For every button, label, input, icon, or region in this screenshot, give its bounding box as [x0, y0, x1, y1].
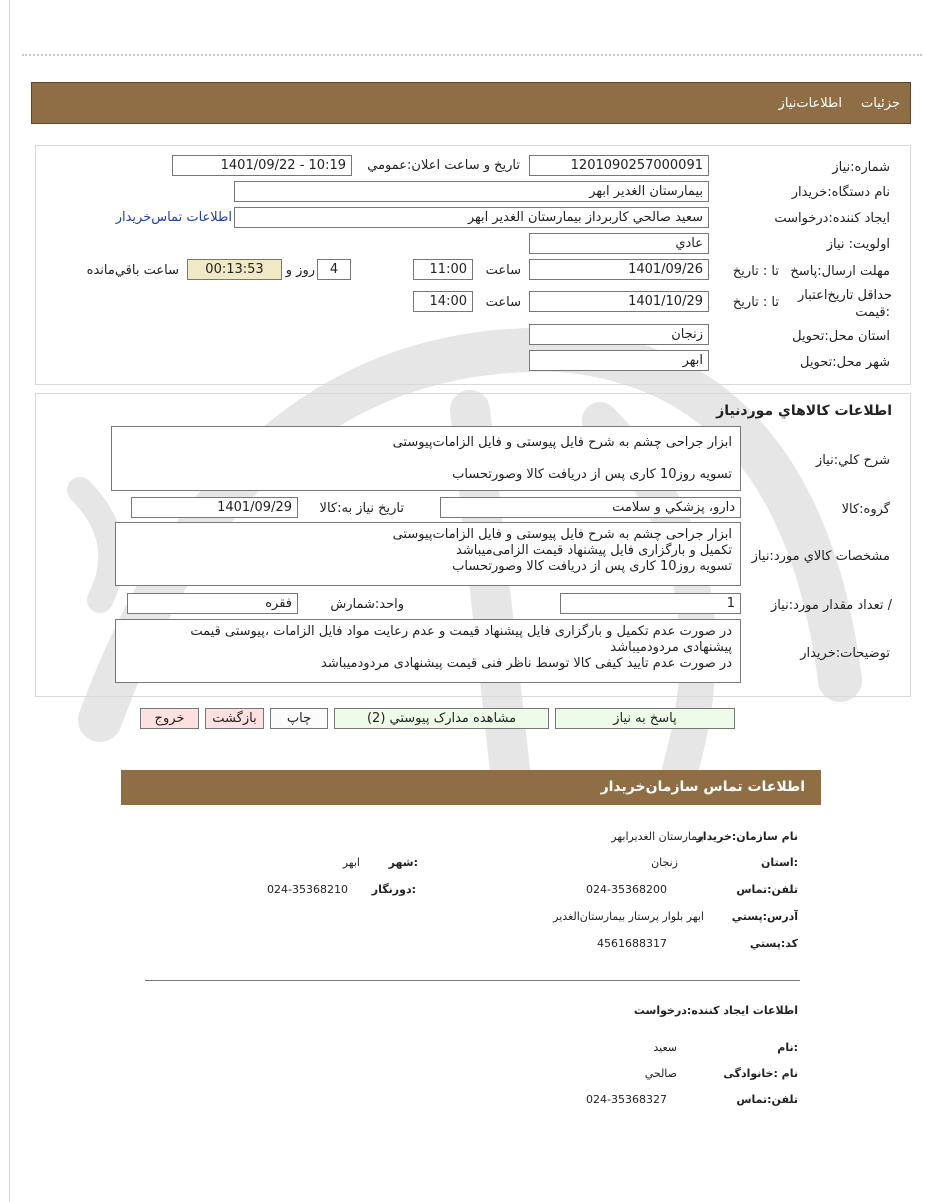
remaining-time-field: 00:13:53	[187, 259, 282, 280]
need-date-field: 1401/09/29	[131, 497, 298, 518]
deadline-time-label: ساعت	[485, 263, 521, 278]
contact-phone-label: تلفن:تماس	[736, 883, 798, 896]
creator-phone-value: 024-35368327	[586, 1093, 667, 1106]
priority-label: اولويت: نياز	[826, 237, 890, 252]
contact-fax-value: 024-35368210	[267, 883, 348, 896]
contact-city-value: ابهر	[342, 856, 360, 869]
need-number-label: شماره:نياز	[832, 160, 890, 175]
breadcrumb-need-info[interactable]: اطلاعات‌نياز	[778, 96, 842, 111]
buyer-notes-line-1: در صورت عدم تکمیل و بارگزاری فایل پیشنهاد قیمت و عدم رعایت مواد فایل الزامات ،پیوستی قیمت	[190, 624, 732, 639]
need-number-field: 1201090257000091	[529, 155, 709, 176]
validity-date-field: 1401/10/29	[529, 291, 709, 312]
general-desc-line-1: ابزار جراحی چشم به شرح فایل پیوستی و فایل الزامات‌پیوستی	[392, 435, 732, 450]
buyer-contact-link[interactable]: اطلاعات تماس‌خريدار	[115, 210, 232, 225]
postal-code-value: 4561688317	[597, 937, 667, 950]
deadline-label: مهلت ارسال:پاسخ	[790, 264, 890, 279]
days-label: روز و	[285, 263, 315, 278]
top-dotted-divider	[22, 54, 922, 56]
announce-date-label: تاريخ و ساعت اعلان:عمومي	[367, 158, 520, 173]
view-attachments-button[interactable]: مشاهده مدارک پيوستي (2)	[334, 708, 549, 729]
delivery-province-label: استان محل:تحويل	[792, 329, 890, 344]
deadline-date-field: 1401/09/26	[529, 259, 709, 280]
general-desc-line-2: تسویه روز10 کاری پس از دریافت کالا وصورتحساب	[452, 467, 732, 482]
page-header-bar	[31, 82, 911, 124]
goods-spec-label: مشخصات کالاي مورد:نياز	[751, 549, 890, 564]
exit-button[interactable]: خروج	[140, 708, 199, 729]
creator-label: ايجاد کننده:درخواست	[774, 211, 890, 226]
postal-address-label: آدرس:پستي	[731, 910, 798, 923]
buyer-notes-line-2: پیشنهادی مردودمیباشد	[610, 640, 732, 655]
deadline-time-field: 11:00	[413, 259, 473, 280]
goods-section-title: اطلاعات کالاهاي موردنياز	[716, 403, 892, 419]
page-left-rule	[9, 0, 10, 1202]
goods-spec-line-2: تکمیل و بارگزاری فایل پیشنهاد قیمت الزامی‌میباشد	[456, 543, 732, 558]
delivery-province-field: زنجان	[529, 324, 709, 345]
need-date-label: تاريخ نياز به:کالا	[319, 501, 404, 516]
print-button[interactable]: چاپ	[270, 708, 328, 729]
buyer-contact-bar	[121, 770, 821, 805]
unit-label: واحد:شمارش	[330, 597, 404, 612]
creator-name-label: :نام	[777, 1041, 798, 1054]
delivery-city-field: ابهر	[529, 350, 709, 371]
creator-name-value: سعيد	[653, 1041, 677, 1054]
contact-province-label: :استان	[761, 856, 798, 869]
buyer-notes-label: توضيحات:خريدار	[800, 646, 890, 661]
quantity-label: / تعداد مقدار مورد:نياز	[770, 598, 892, 613]
creator-family-value: صالحي	[644, 1067, 677, 1080]
contact-divider	[145, 980, 800, 981]
remaining-time-label: ساعت باقي‌مانده	[86, 263, 179, 278]
org-name-value: بيمارستان الغديرابهر	[611, 830, 704, 843]
delivery-city-label: شهر محل:تحويل	[800, 355, 890, 370]
creator-family-label: نام :خانوادگی	[723, 1067, 798, 1080]
buyer-org-label: نام دستگاه:خريدار	[791, 185, 890, 200]
buyer-notes-line-3: در صورت عدم تایید کیفی کالا توسط ناظر فنی قیمت پیشنهادی مردودمیباشد	[321, 656, 732, 671]
breadcrumb-details[interactable]: جزئيات	[861, 96, 900, 111]
creator-info-title: اطلاعات ايجاد کننده:درخواست	[633, 1004, 798, 1017]
buyer-notes-box	[115, 619, 741, 683]
goods-spec-line-3: تسویه روز10 کاری پس از دریافت کالا وصورتحساب	[452, 559, 732, 574]
back-button[interactable]: بازگشت	[205, 708, 264, 729]
general-desc-box	[111, 426, 741, 491]
price-validity-label-2: :قيمت	[855, 305, 890, 320]
contact-phone-value: 024-35368200	[586, 883, 667, 896]
validity-to-date-label: تا : تاريخ	[732, 295, 779, 310]
buyer-org-field: بيمارستان الغدير ابهر	[234, 181, 709, 202]
postal-code-label: کد:پستي	[749, 937, 798, 950]
validity-time-label: ساعت	[485, 295, 521, 310]
announce-date-field: 1401/09/22 - 10:19	[172, 155, 352, 176]
postal-address-value: ابهر بلوار پرستار بيمارستان‌الغدير	[553, 910, 704, 923]
deadline-to-date-label: تا : تاريخ	[732, 264, 779, 279]
goods-spec-line-1: ابزار جراحی چشم به شرح فایل پیوستی و فایل الزامات‌پیوستی	[392, 527, 732, 542]
reply-button[interactable]: پاسخ به نياز	[555, 708, 735, 729]
price-validity-label-1: حداقل تاريخ‌اعتبار	[798, 288, 892, 303]
contact-province-value: زنجان	[651, 856, 678, 869]
org-name-label: نام سازمان:خريدار	[696, 830, 798, 843]
buyer-contact-title: اطلاعات تماس سازمان‌خريدار	[600, 779, 805, 795]
creator-field: سعيد صالحي كاربرداز بيمارستان الغدير ابهر	[234, 207, 709, 228]
quantity-field: 1	[560, 593, 741, 614]
creator-phone-label: تلفن:تماس	[736, 1093, 798, 1106]
general-desc-label: شرح کلي:نياز	[815, 453, 890, 468]
contact-fax-label: :دورنگار	[371, 883, 416, 896]
goods-spec-box	[115, 522, 741, 586]
goods-group-field: دارو، پزشكي و سلامت	[440, 497, 741, 518]
validity-time-field: 14:00	[413, 291, 473, 312]
priority-field: عادي	[529, 233, 709, 254]
unit-field: فقره	[127, 593, 298, 614]
remaining-days-field: 4	[317, 259, 351, 280]
contact-city-label: :شهر	[388, 856, 418, 869]
goods-group-label: گروه:کالا	[841, 502, 890, 517]
